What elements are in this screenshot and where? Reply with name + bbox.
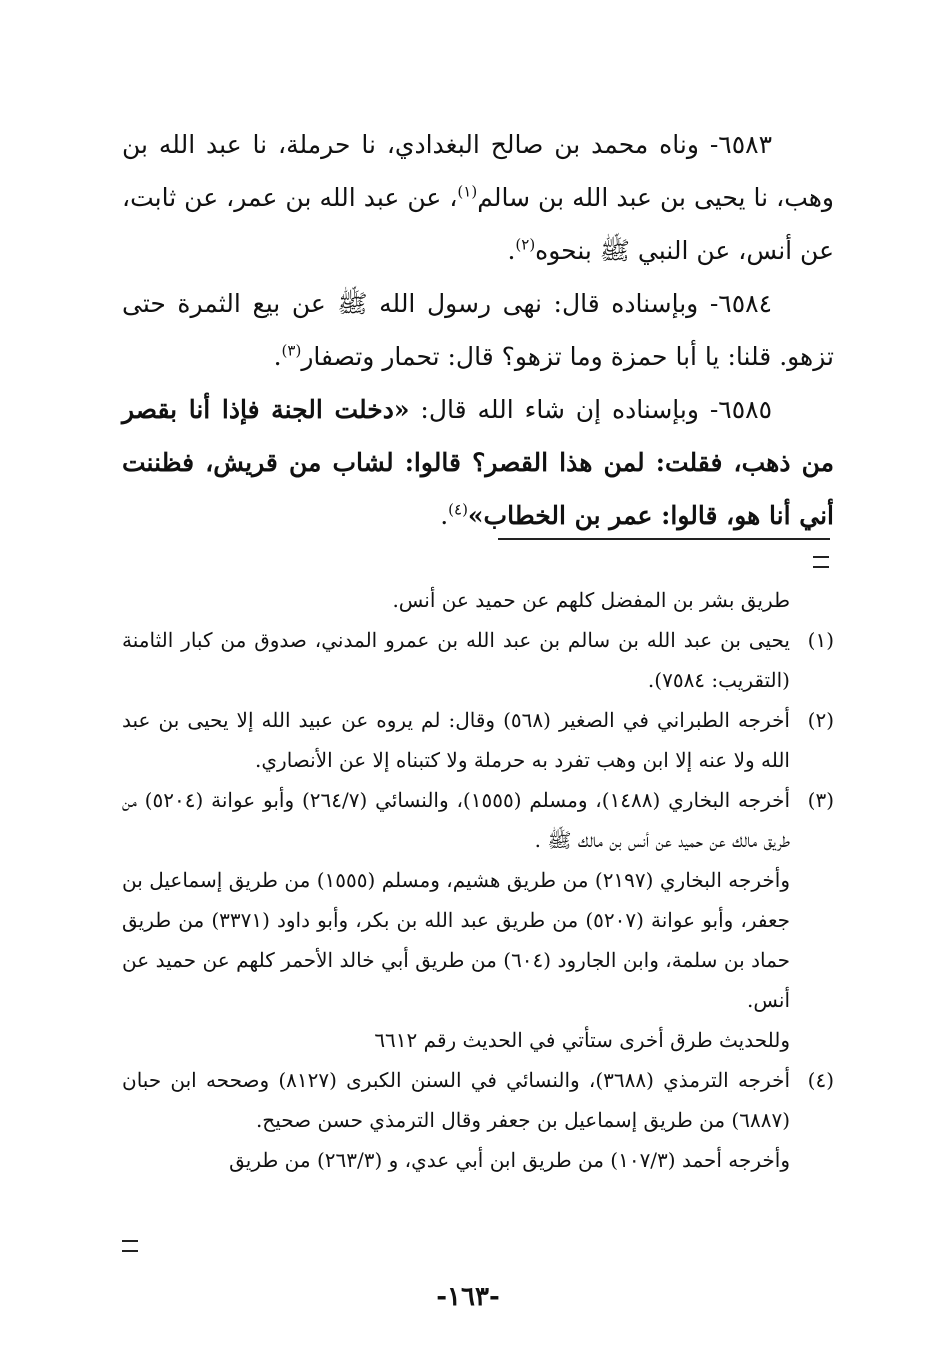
hadith-text: - وبإسناده إن شاء الله قال: — [409, 395, 719, 424]
footnote-text: وأخرجه أحمد (١٠٧/٣) من طريق ابن أبي عدي، و (٢٦٣/٣) من طريق — [229, 1148, 790, 1172]
footnote-2 — [122, 700, 834, 780]
footnotes-block — [122, 580, 834, 1180]
footnote-separator — [498, 538, 830, 540]
hadith-text: - وناه محمد بن صالح البغدادي، نا حرملة، نا عبد الله بن وهب، نا يحيى بن عبد الله بن سالم — [122, 130, 834, 212]
footnote-number: (٢) — [807, 708, 834, 732]
footnote-number: (٤) — [807, 1068, 834, 1092]
footnote-ref: (١) — [457, 182, 478, 201]
footnote-text: يحيى بن عبد الله بن سالم بن عبد الله بن عمرو المدني، صدوق من كبار الثامنة (التقريب: ٧٥٨٤). — [122, 628, 790, 692]
hadith-number: ٦٥٨٤ — [718, 289, 772, 318]
continuation-mark — [122, 1240, 138, 1252]
punctuation: . — [507, 236, 516, 265]
footnote-text: أخرجه الترمذي (٣٦٨٨)، والنسائي في السنن الكبرى (٨١٢٧) وصححه ابن حبان (٦٨٨٧) من طريق إسماعيل بن جعفر وقال الترمذي حسن صحيح. — [122, 1068, 790, 1132]
punctuation: . — [440, 501, 449, 530]
footnote-number: (٣) — [807, 788, 834, 812]
hadith-6584 — [122, 277, 834, 383]
footnote-text: وأخرجه البخاري (٢١٩٧) من طريق هشيم، ومسلم (١٥٥٥) من طريق إسماعيل بن جعفر، وأبو عوانة (٥٢٠٧) من طريق عبد الله بن بكر، وأبو داود (٣٣٧١) من طريق حماد بن سلمة، وابن الجارود (٦٠٤) من طريق أبي خالد الأحمر كلهم عن حميد عن أنس. — [122, 868, 791, 1012]
punctuation: . — [273, 342, 282, 371]
hadith-text: - وبإسناده قال: نهى رسول الله ﷺ عن بيع الثمرة حتى تزهو. قلنا: يا أبا حمزة وما تزهو؟ قال: تحمار وتصفار — [122, 289, 834, 371]
hadith-6583 — [122, 118, 834, 277]
footnote-text: وللحديث طرق أخرى ستأتي في الحديث رقم ٦٦١٢ — [374, 1028, 790, 1052]
hadith-number: ٦٥٨٥ — [718, 395, 773, 424]
footnote-ref: (٣) — [281, 341, 302, 360]
footnote-1 — [122, 620, 834, 700]
footnote-ref: (٤) — [448, 500, 468, 519]
footnote-ref: (٢) — [515, 235, 536, 254]
footnote-4-continuation — [122, 1140, 834, 1180]
hadith-text-block — [122, 118, 834, 542]
hadith-number: ٦٥٨٣ — [718, 130, 772, 159]
footnote-4 — [122, 1060, 834, 1140]
footnote-3 — [122, 780, 834, 860]
page-number: -١٦٣- — [436, 1282, 500, 1312]
hadith-6585 — [122, 383, 834, 542]
hadith-matn: «دخلت الجنة فإذا أنا بقصر من ذهب، فقلت: لمن هذا القصر؟ قالوا: لشاب من قريش، فظننت أني أنا هو، قالوا: عمر بن الخطاب» — [122, 395, 834, 530]
hadith-text: ، عن عبد الله بن عمر، عن ثابت، عن أنس، عن النبي ﷺ بنحوه — [122, 183, 834, 265]
footnote-text: أخرجه الطبراني في الصغير (٥٦٨) وقال: لم يروه عن عبيد الله إلا يحيى بن عبد الله ولا عنه إلا ابن وهب تفرد به حرملة ولا كتبناه إلا عن الأنصاري. — [122, 708, 790, 772]
continuation-mark — [813, 556, 829, 568]
footnote-3-continuation — [122, 860, 834, 1060]
footnote-text: أخرجه البخاري (١٤٨٨)، ومسلم (١٥٥٥)، والنسائي (٢٦٤/٧) وأبو عوانة (٥٢٠٤) من طريق مالك عن حميد عن أنس بن مالك ﷺ . — [122, 788, 791, 852]
footnote-carryover: طريق بشر بن المفضل كلهم عن حميد عن أنس. — [392, 588, 790, 612]
footnote-number: (١) — [807, 628, 834, 652]
